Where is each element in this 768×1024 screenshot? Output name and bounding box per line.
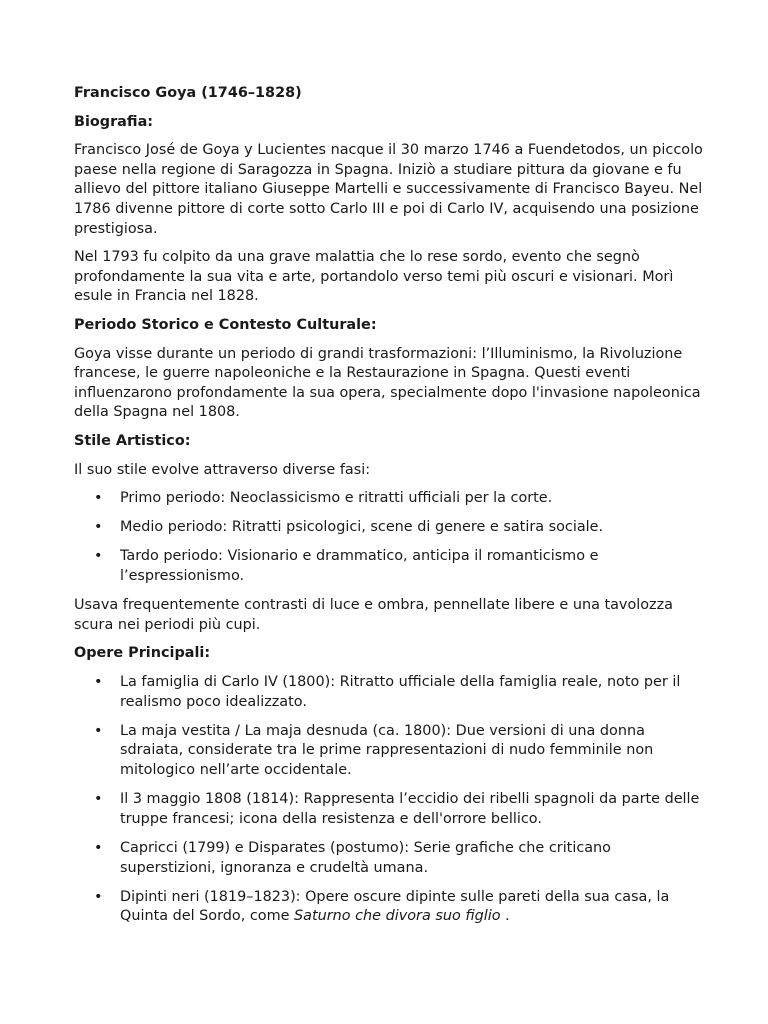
paragraph-contesto: Goya visse durante un periodo di grandi trasformazioni: l’Illuminismo, la Rivoluzione francese, le guerre napoleoniche e la Restaurazione in Spagna. Questi eventi influenzarono profondamente la sua opera, specialmente dopo l'invasione napoleonica della Spagna nel 1808. bbox=[74, 345, 701, 421]
list-opere bbox=[74, 673, 706, 927]
list-stile-phases bbox=[74, 489, 706, 587]
list-item bbox=[74, 839, 706, 878]
bullet-icon: • bbox=[94, 519, 103, 536]
list-item-text: La maja vestita / La maja desnuda (ca. 1800): Due versioni di una donna sdraiata, considerate tra le prime rappresentazioni di nudo femminile non mitologico nell’arte occidentale. bbox=[120, 722, 654, 778]
section-heading-stile: Stile Artistico: bbox=[74, 432, 191, 449]
bullet-icon: • bbox=[94, 839, 103, 856]
list-item-text: La famiglia di Carlo IV (1800): Ritratto ufficiale della famiglia reale, noto per il realismo poco idealizzato. bbox=[120, 674, 681, 710]
list-item-text: Primo periodo: Neoclassicismo e ritratti ufficiali per la corte. bbox=[120, 490, 553, 507]
section-heading-contesto: Periodo Storico e Contesto Culturale: bbox=[74, 316, 377, 333]
list-item-text: Tardo periodo: Visionario e drammatico, anticipa il romanticismo e l’espressionismo. bbox=[120, 548, 599, 585]
list-item-text: Capricci (1799) e Disparates (postumo): Serie grafiche che criticano superstizioni, ignoranza e crudeltà umana. bbox=[120, 839, 611, 876]
bullet-icon: • bbox=[94, 548, 103, 565]
list-item-text: Dipinti neri (1819–1823): Opere oscure dipinte sulle pareti della sua casa, la Quinta del Sordo, come bbox=[120, 888, 670, 925]
list-item bbox=[74, 547, 706, 586]
bullet-icon: • bbox=[94, 791, 103, 808]
bullet-icon: • bbox=[94, 674, 103, 691]
document-page bbox=[74, 84, 706, 937]
section-heading-biografia: Biografia: bbox=[74, 113, 154, 130]
bullet-icon: • bbox=[94, 888, 103, 905]
list-item-text: Medio periodo: Ritratti psicologici, scene di genere e satira sociale. bbox=[120, 519, 604, 536]
list-item bbox=[74, 888, 706, 927]
artwork-title: Saturno che divora suo figlio bbox=[294, 908, 501, 925]
list-item-end: . bbox=[500, 908, 510, 925]
paragraph-stile-intro: Il suo stile evolve attraverso diverse fasi: bbox=[74, 461, 371, 478]
paragraph-bio-1: Francisco José de Goya y Lucientes nacque il 30 marzo 1746 a Fuendetodos, un piccolo paese nella regione di Saragozza in Spagna. Iniziò a studiare pittura da giovane e fu allievo del pittore italiano Giuseppe Martelli e successivamente di Francisco Bayeu. Nel 1786 divenne pittore di corte sotto Carlo III e poi di Carlo IV, acquisendo una posizione prestigiosa. bbox=[74, 142, 703, 237]
bullet-icon: • bbox=[94, 490, 103, 507]
list-item-text: Il 3 maggio 1808 (1814): Rappresenta l’eccidio dei ribelli spagnoli da parte delle truppe francesi; icona della resistenza e dell'orrore bellico. bbox=[120, 791, 700, 827]
list-item bbox=[74, 722, 706, 781]
paragraph-bio-2: Nel 1793 fu colpito da una grave malattia che lo rese sordo, evento che segnò profondamente la sua vita e arte, portandolo verso temi più oscuri e visionari. Morì esule in Francia nel 1828. bbox=[74, 249, 674, 305]
section-heading-opere: Opere Principali: bbox=[74, 645, 211, 662]
paragraph-stile-outro: Usava frequentemente contrasti di luce e ombra, pennellate libere e una tavolozza scura nei periodi più cupi. bbox=[74, 597, 673, 633]
list-item bbox=[74, 518, 706, 538]
document-title: Francisco Goya (1746–1828) bbox=[74, 85, 302, 101]
list-item bbox=[74, 673, 706, 712]
list-item bbox=[74, 489, 706, 509]
bullet-icon: • bbox=[94, 722, 103, 739]
list-item bbox=[74, 790, 706, 829]
